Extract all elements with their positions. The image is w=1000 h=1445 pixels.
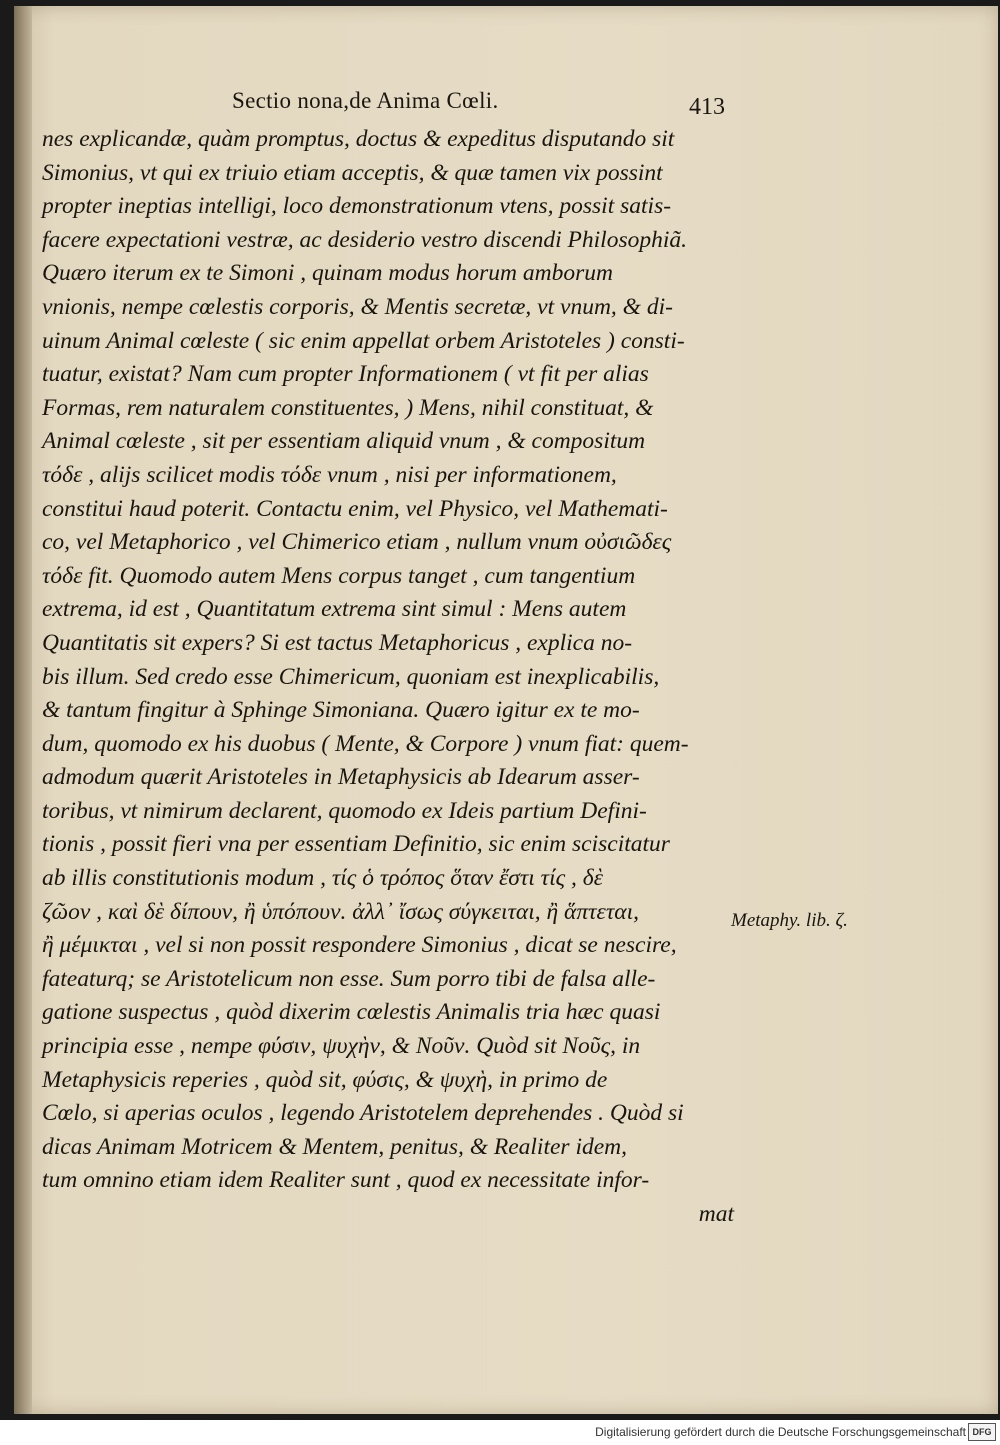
text-line: tuatur, existat? Nam cum propter Informationem ( vt fit per alias: [42, 361, 649, 388]
text-line: tum omnino etiam idem Realiter sunt , quod ex necessitate infor-: [42, 1167, 650, 1194]
text-line: Metaphysicis reperies , quòd sit, φύσις, & ψυχὴ, in primo de: [42, 1066, 608, 1093]
body-text: [42, 123, 742, 1232]
dfg-logo: DFG: [968, 1423, 996, 1441]
catchword: mat: [698, 1201, 734, 1227]
text-line: nes explicandæ, quàm promptus, doctus & expeditus disputando sit: [42, 126, 675, 152]
book-page: [14, 6, 998, 1414]
text-line: τόδε , alijs scilicet modis τόδε vnum , nisi per informationem,: [42, 461, 617, 488]
text-line: gatione suspectus , quòd dixerim cœlestis Animalis tria hæc quasi: [42, 999, 661, 1026]
text-line: uinum Animal cœleste ( sic enim appellat orbem Aristoteles ) consti-: [42, 327, 685, 354]
text-line: Quantitatis sit expers? Si est tactus Metaphoricus , explica no-: [42, 629, 633, 656]
text-line: propter ineptias intelligi, loco demonstrationum vtens, possit satis-: [42, 193, 672, 220]
text-line: tionis , possit fieri vna per essentiam Definitio, sic enim sciscitatur: [42, 831, 670, 858]
page-number: 413: [689, 94, 725, 120]
text-line: ἢ μέμικται , vel si non possit respondere Simonius , dicat se nescire,: [42, 932, 677, 959]
footer-bar: [0, 1420, 1000, 1445]
text-line: dicas Animam Motricem & Mentem, penitus, & Realiter idem,: [42, 1133, 627, 1160]
page-gutter: [14, 6, 32, 1414]
text-line: & tantum fingitur à Sphinge Simoniana. Quæro igitur ex te mo-: [42, 697, 640, 724]
text-line: vnionis, nempe cœlestis corporis, & Mentis secretæ, vt vnum, & di-: [42, 293, 673, 320]
text-line: τόδε fit. Quomodo autem Mens corpus tanget , cum tangentium: [42, 562, 636, 589]
text-line: extrema, id est , Quantitatum extrema sint simul : Mens autem: [42, 596, 627, 623]
funding-credit: Digitalisierung gefördert durch die Deutsche Forschungsgemeinschaft: [595, 1425, 966, 1439]
text-line: ζῶον , καὶ δὲ δίπουν, ἢ ὑπόπουν. ἀλλ᾽ ἴσως σύγκειται, ἢ ἅπτεται,: [42, 898, 639, 925]
text-line: Formas, rem naturalem constituentes, ) Mens, nihil constituat, &: [42, 394, 654, 421]
text-line: fateaturq; se Aristotelicum non esse. Sum porro tibi de falsa alle-: [42, 965, 656, 992]
text-line: ab illis constitutionis modum , τίς ὁ τρόπος ὅταν ἔστι τίς , δὲ: [42, 865, 603, 892]
text-line: Animal cœleste , sit per essentiam aliquid vnum , & compositum: [42, 428, 646, 455]
text-line: Cœlo, si aperias oculos , legendo Aristotelem deprehendes . Quòd si: [42, 1100, 684, 1127]
text-line: principia esse , nempe φύσιν, ψυχὴν, & Νοῦν. Quòd sit Νοῦς, in: [42, 1033, 641, 1060]
margin-note: Metaphy. lib. ζ.: [731, 910, 848, 931]
text-line: Quæro iterum ex te Simoni , quinam modus horum amborum: [42, 260, 613, 287]
text-line: dum, quomodo ex his duobus ( Mente, & Corpore ) vnum fiat: quem-: [42, 730, 689, 757]
text-line: constitui haud poterit. Contactu enim, vel Physico, vel Mathemati-: [42, 495, 668, 522]
text-line: co, vel Metaphorico , vel Chimerico etiam , nullum vnum οὐσιῶδες: [42, 529, 672, 556]
text-line: admodum quærit Aristoteles in Metaphysicis ab Idearum asser-: [42, 764, 640, 791]
text-line: bis illum. Sed credo esse Chimericum, quoniam est inexplicabilis,: [42, 663, 660, 690]
running-head: Sectio nona,de Anima Cœli.: [232, 88, 499, 113]
text-line: toribus, vt nimirum declarent, quomodo ex Ideis partium Defini-: [42, 797, 647, 824]
text-line: Simonius, vt qui ex triuio etiam acceptis, & quæ tamen vix possint: [42, 159, 663, 186]
text-line: facere expectationi vestræ, ac desiderio vestro discendi Philosophiã.: [42, 226, 688, 253]
